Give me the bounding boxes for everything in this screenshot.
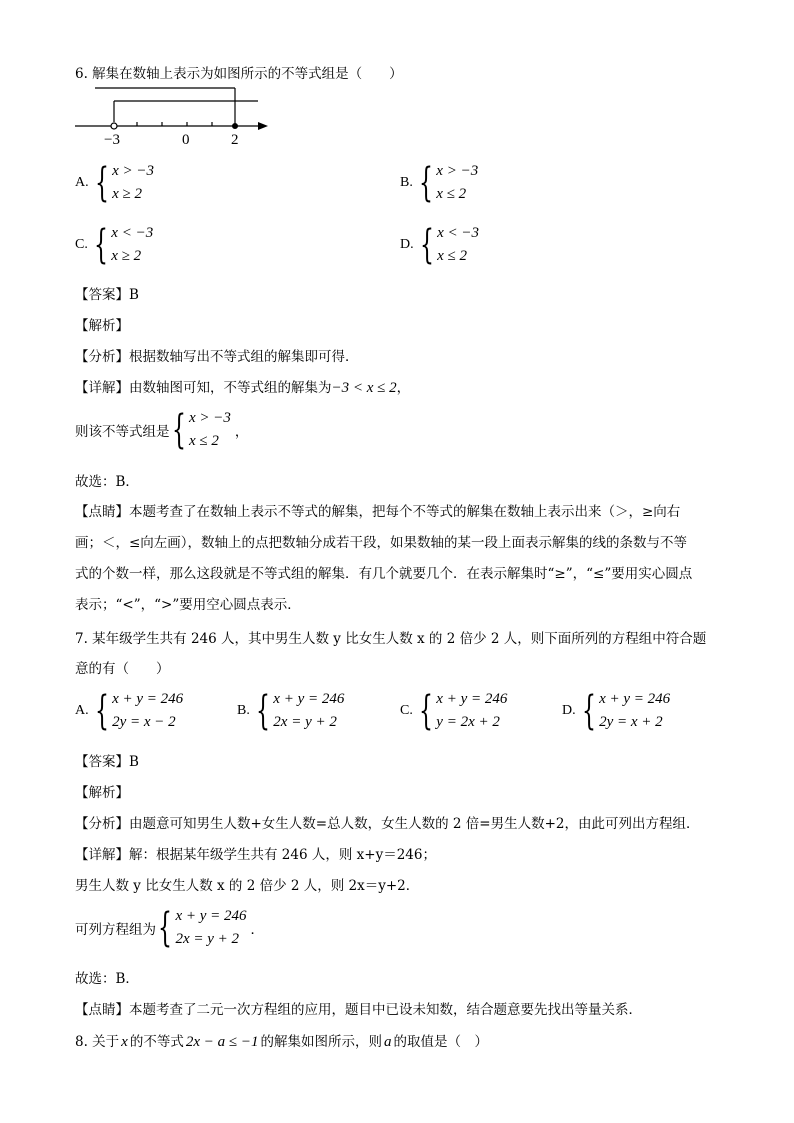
q6-conclusion-text: 则该不等式组是 (75, 424, 170, 440)
q6-choose: 故选：B． (75, 474, 139, 490)
brace-icon: { (419, 222, 434, 268)
option-label: A. (75, 703, 89, 718)
q7-xiangjie1: 【详解】解：根据某年级学生共有 246 人，则 x+y＝246； (75, 847, 436, 863)
option-line1: x + y = 246 (436, 691, 508, 707)
q7-option-c[interactable] (400, 688, 507, 734)
option-line2: x ≥ 2 (111, 248, 142, 264)
q6-conclusion-suffix: ， (234, 424, 249, 440)
option-line2: y = 2x + 2 (436, 714, 500, 730)
q6-option-b[interactable] (400, 160, 478, 206)
q7-choose: 故选：B． (75, 971, 139, 987)
q7-answer: 【答案】B (75, 754, 139, 770)
q7-option-d[interactable] (562, 688, 670, 734)
q7-fenxi: 【分析】由题意可知男生人数+女生人数=总人数，女生人数的 2 倍=男生人数+2，由此可列出方程组． (75, 816, 700, 832)
option-line1: x + y = 246 (273, 691, 345, 707)
q7-analysis-head: 【解析】 (75, 785, 129, 801)
option-line2: 2y = x + 2 (599, 714, 663, 730)
q7-conclusion-line1: x + y = 246 (175, 908, 247, 924)
option-label: A. (75, 175, 89, 190)
brace-icon: { (94, 688, 109, 734)
q6-conclusion (75, 407, 248, 453)
option-line1: x + y = 246 (112, 691, 184, 707)
q6-fenxi: 【分析】根据数轴写出不等式组的解集即可得． (75, 349, 359, 365)
option-line1: x + y = 246 (599, 691, 671, 707)
option-line2: 2x = y + 2 (273, 714, 337, 730)
brace-icon: { (255, 688, 270, 734)
option-label: C. (75, 237, 88, 252)
option-line2: x ≤ 2 (436, 186, 467, 202)
option-line2: 2y = x − 2 (112, 714, 176, 730)
option-line1: x > −3 (436, 163, 479, 179)
axis-label-0: 0 (182, 132, 190, 148)
q8-var-x: x (121, 1034, 128, 1050)
q7-xiangjie2: 男生人数 y 比女生人数 x 的 2 倍少 2 人，则 2x＝y+2． (75, 878, 420, 894)
q7-option-a[interactable] (75, 688, 183, 734)
q7-option-b[interactable] (237, 688, 344, 734)
q6-solution-set: −3 < x ≤ 2 (331, 380, 397, 396)
q7-dianjing: 【点睛】本题考查了二元一次方程组的应用，题目中已设未知数，结合题意要先找出等量关系． (75, 1002, 642, 1018)
q6-option-c[interactable] (75, 222, 153, 268)
option-line1: x < −3 (437, 225, 479, 241)
q6-dianjing-line3: 式的个数一样，那么这段就是不等式组的解集．有几个就要几个．在表示解集时“≥”，“≤”要用实心圆点 (75, 566, 693, 582)
option-line2: x ≤ 2 (437, 248, 467, 264)
option-label: D. (562, 703, 576, 718)
q7-stem-line1: 7. 某年级学生共有 246 人，其中男生人数 y 比女生人数 x 的 2 倍少 2 人，则下面所列的方程组中符合题 (75, 631, 707, 647)
q8-stem-mid2: 的解集如图所示，则 (260, 1034, 382, 1050)
q6-xiangjie (75, 376, 410, 397)
brace-icon: { (94, 160, 109, 206)
option-label: C. (400, 703, 413, 718)
q7-conclusion-suffix: ． (250, 922, 265, 938)
q6-dianjing-line2: 画；＜，≤向左画），数轴上的点把数轴分成若干段，如果数轴的某一段上面表示解集的线的条数与不等 (75, 535, 688, 551)
q7-conclusion-text: 可列方程组为 (75, 922, 156, 938)
q6-xiangjie-suffix: ， (396, 380, 411, 396)
q6-option-d[interactable] (400, 222, 479, 268)
q8-stem (75, 1030, 488, 1051)
q8-inequality: 2x − a ≤ −1 (185, 1034, 259, 1050)
q8-stem-suffix: 的取值是（ ） (393, 1034, 488, 1050)
q7-conclusion-line2: 2x = y + 2 (175, 931, 240, 947)
brace-icon: { (581, 688, 596, 734)
brace-icon: { (93, 222, 108, 268)
q7-conclusion (75, 905, 264, 951)
q6-stem: 6. 解集在数轴上表示为如图所示的不等式组是（ ） (75, 66, 403, 82)
q6-analysis-head: 【解析】 (75, 318, 129, 334)
brace-icon: { (158, 905, 172, 951)
q6-answer: 【答案】B (75, 287, 139, 303)
q6-conclusion-line2: x ≤ 2 (188, 433, 219, 449)
option-label: D. (400, 237, 414, 252)
option-line1: x > −3 (112, 163, 154, 179)
option-label: B. (237, 703, 250, 718)
q8-stem-prefix: 8. 关于 (75, 1034, 120, 1050)
q8-stem-mid: 的不等式 (129, 1034, 184, 1050)
brace-icon: { (418, 688, 433, 734)
brace-icon: { (418, 160, 433, 206)
q6-xiangjie-text: 【详解】由数轴图可知，不等式组的解集为 (75, 380, 332, 396)
q6-dianjing-line1: 【点睛】本题考查了在数轴上表示不等式的解集，把每个不等式的解集在数轴上表示出来（＞，≥向右 (75, 504, 681, 520)
option-label: B. (400, 175, 413, 190)
q6-dianjing-line4: 表示；“<”，“>”要用空心圆点表示． (75, 597, 301, 613)
axis-label-neg3: −3 (104, 132, 120, 148)
q6-conclusion-line1: x > −3 (188, 410, 231, 426)
option-line2: x ≥ 2 (112, 186, 142, 202)
option-line1: x < −3 (111, 225, 154, 241)
axis-label-2: 2 (231, 132, 239, 148)
brace-icon: { (171, 407, 186, 453)
q6-number-line (70, 84, 280, 154)
q8-var-a: a (383, 1034, 392, 1050)
q7-stem-line2: 意的有（ ） (75, 661, 170, 677)
q6-option-a[interactable] (75, 160, 154, 206)
